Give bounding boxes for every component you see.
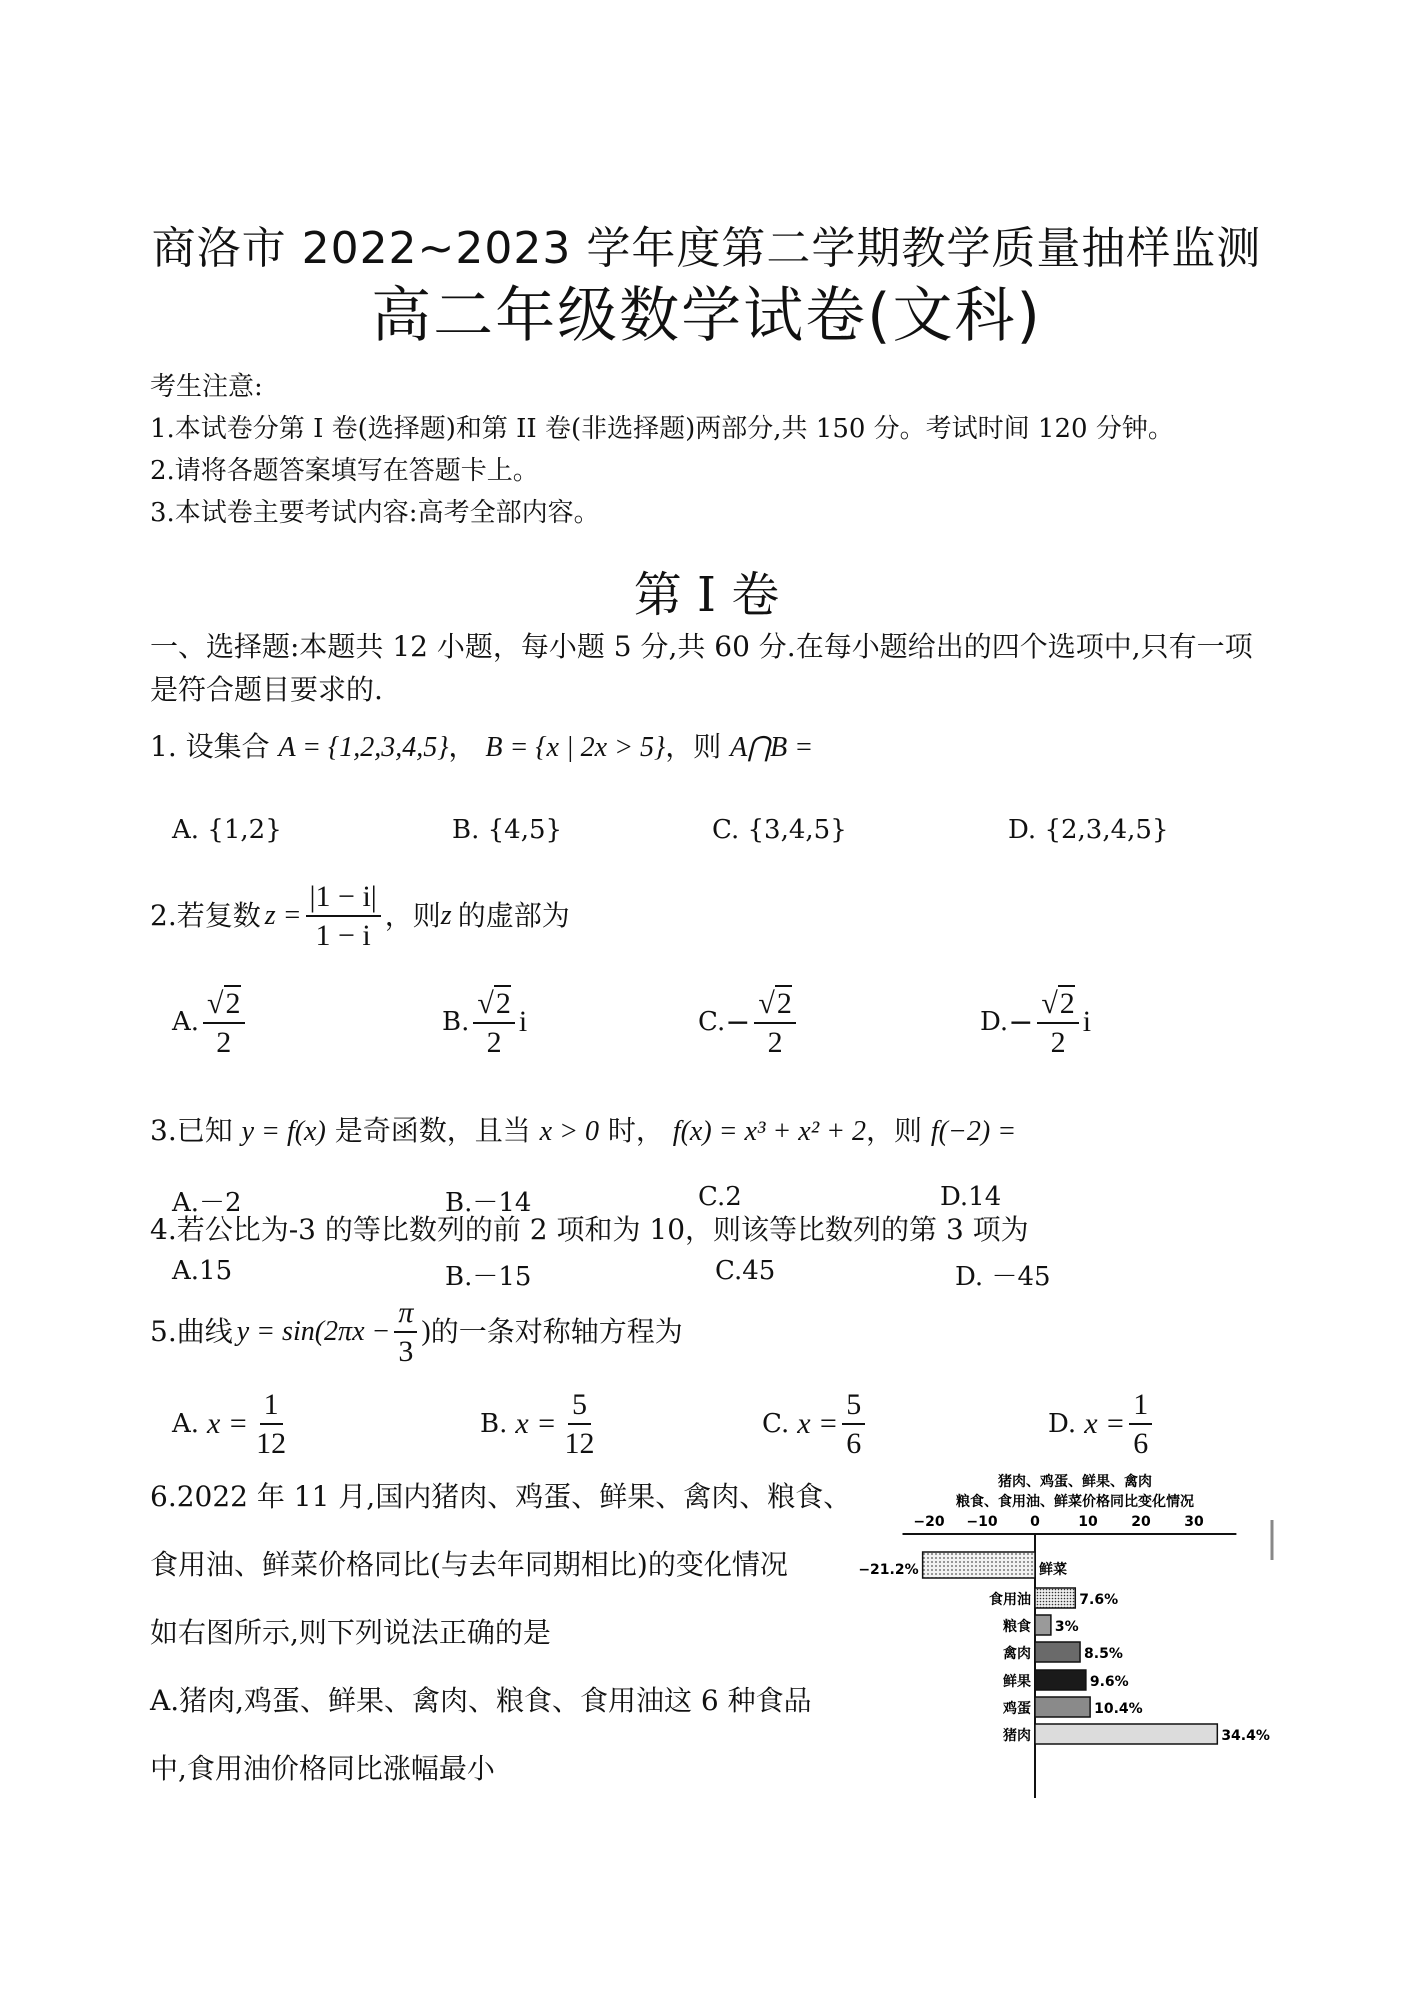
q2-option-c-num: 2 [776,987,792,1020]
q2-denominator: 1 − i [315,919,371,952]
question-3 [150,1114,1016,1149]
notice-item-1: 1.本试卷分第 I 卷(选择题)和第 II 卷(非选择题)两部分,共 150 分。考试时间 120 分钟。 [150,414,1174,444]
q5-option-a [172,1388,294,1460]
chart-bar [1035,1697,1090,1717]
q4-option-a: A.15 [172,1256,233,1286]
q3-option-c: C.2 [698,1182,742,1212]
q5-suffix: 的一条对称轴方程为 [430,1315,683,1349]
q5-lhs: y = sin(2πx − [236,1316,391,1348]
chart-category-label: 食用油 [989,1592,1031,1608]
q1-set-a: A = {1,2,3,4,5} [278,732,449,763]
q5-option-d-lhs: x = [1084,1407,1126,1440]
q5-numerator: π [394,1296,417,1333]
chart-category-label: 猪肉 [1003,1728,1031,1744]
q3-option-d: D.14 [940,1182,1002,1212]
q2-option-b: B. $\frac{√2}{2}$ i [442,987,528,1059]
q5-option-d-num: 1 [1129,1388,1152,1425]
chart-tick-label: 30 [1184,1514,1204,1530]
q5-rparen: ) [421,1316,431,1348]
notice-item-2: 2.请将各题答案填写在答题卡上。 [150,456,539,486]
chart-category-label: 鸡蛋 [1003,1701,1031,1717]
q1-option-c: C. {3,4,5} [712,815,847,845]
q2-option-a-label: A. [172,1007,200,1037]
q2-option-d-label: D. [980,1007,1009,1037]
q2-option-b-i: i [518,1005,528,1038]
q2-option-a-den: 2 [216,1026,232,1059]
q1-option-b: B. {4,5} [452,815,563,845]
q5-option-b-lhs: x = [515,1407,557,1440]
q5-option-b-label: B. [480,1409,508,1439]
q2-option-b-num: 2 [495,987,511,1020]
q4-option-c: C.45 [715,1256,776,1286]
q3-def: f(x) = x³ + x² + 2 [672,1116,866,1147]
q5-option-c-num: 5 [842,1388,865,1425]
q6-line-1: 6.2022 年 11 月,国内猪肉、鸡蛋、鲜果、禽肉、粮食、 [150,1480,852,1513]
q5-option-a-lhs: x = [207,1407,249,1440]
q2-numerator: |1 − i| [306,880,381,917]
q5-option-b-den: 12 [564,1427,595,1460]
q2-var: z [440,900,452,932]
q4-option-b: B.－15 [445,1262,532,1292]
q1-suffix: ，则 [665,730,722,763]
q3-option-a: A.－2 [172,1188,242,1218]
q2-option-c-den: 2 [767,1026,783,1059]
q1-option-a: A. {1,2} [172,815,282,845]
chart-value-label: 10.4% [1094,1701,1143,1717]
chart-category-label: 鲜果 [1003,1674,1031,1690]
question-4: 4.若公比为-3 的等比数列的前 2 项和为 10，则该等比数列的第 3 项为 [150,1213,1029,1246]
q5-option-c [762,1388,869,1460]
q2-option-d-i: i [1082,1005,1092,1038]
chart-tick-label: −20 [913,1514,945,1530]
q2-option-d-sign: − [1008,1004,1034,1040]
q2-option-d: D. − $\frac{√2}{2}$ i [980,987,1092,1059]
q5-denominator: 3 [398,1335,414,1368]
chart-value-label: 7.6% [1079,1592,1119,1608]
q2-prefix: 2.若复数 [150,899,261,933]
question-5 [150,1296,683,1368]
chart-bar [1035,1642,1080,1662]
chart-category-label: 禽肉 [1003,1646,1031,1662]
q5-option-d [1048,1388,1156,1460]
q5-option-c-label: C. [762,1409,790,1439]
chart-bar [1035,1724,1217,1744]
q5-option-d-den: 6 [1133,1427,1149,1460]
q6-line-2: 食用油、鲜菜价格同比(与去年同期相比)的变化情况 [150,1548,788,1581]
q3-mid: 是奇函数，且当 [334,1114,531,1147]
chart-category-label: 粮食 [1003,1619,1031,1635]
q2-option-a: A. $\frac{√2}{2}$ [172,985,249,1059]
exam-header-title: 商洛市 2022~2023 学年度第二学期教学质量抽样监测 [151,223,1262,274]
q3-suffix: ，则 [865,1114,922,1147]
question-2 [150,880,570,952]
q2-option-c-label: C. [698,1007,726,1037]
q2-lhs: z = [264,900,302,932]
q5-option-a-label: A. [172,1409,200,1439]
q6-line-4: A.猪肉,鸡蛋、鲜果、禽肉、粮食、食用油这 6 种食品 [150,1684,812,1717]
q5-option-c-den: 6 [846,1427,862,1460]
q5-fraction [394,1296,417,1368]
chart-value-label: −21.2% [858,1562,919,1578]
q3-mid2: 时， [607,1114,664,1147]
q3-cond: x > 0 [539,1116,599,1147]
q6-line-5: 中,食用油价格同比涨幅最小 [150,1752,495,1785]
q5-option-b [480,1388,602,1460]
q2-suffix-b: 的虚部为 [457,899,570,933]
q4-option-d: D. －45 [955,1262,1051,1292]
q2-option-d-den: 2 [1050,1026,1066,1059]
section-title: 第 I 卷 [633,567,780,623]
chart-title-line-2: 粮食、食用油、鲜菜价格同比变化情况 [956,1494,1194,1510]
chart-bar [923,1552,1035,1578]
q3-option-b: B.－14 [445,1188,532,1218]
q3-prefix: 3.已知 [150,1114,233,1147]
chart-tick-label: 0 [1030,1514,1040,1530]
price-change-bar-chart [850,1468,1280,1808]
chart-tick-label: 20 [1131,1514,1151,1530]
instructions-line-1: 一、选择题:本题共 12 小题，每小题 5 分,共 60 分.在每小题给出的四个选项中,只有一项 [150,630,1253,663]
q2-option-b-label: B. [442,1007,470,1037]
q5-option-c-lhs: x = [797,1407,839,1440]
chart-value-label: 8.5% [1084,1646,1123,1662]
q1-expr: A⋂B = [730,732,814,763]
q2-option-d-num: 2 [1059,987,1075,1020]
q5-prefix: 5.曲线 [150,1315,233,1349]
q2-option-c-sign: − [725,1004,751,1040]
q5-option-a-num: 1 [260,1388,283,1425]
q1-prefix: 1. 设集合 [150,730,270,763]
q5-option-a-den: 12 [256,1427,287,1460]
chart-title-line-1: 猪肉、鸡蛋、鲜果、禽肉 [998,1474,1152,1490]
q2-option-a-num: 2 [225,987,241,1020]
chart-tick-label: 10 [1078,1514,1098,1530]
chart-value-label: 9.6% [1089,1674,1129,1690]
chart-bar [1035,1588,1075,1608]
q1-sep: ， [448,730,477,763]
q6-line-3: 如右图所示,则下列说法正确的是 [150,1616,551,1649]
chart-category-label: 鲜菜 [1039,1562,1067,1578]
q2-fraction [306,880,381,952]
q2-suffix-a: ，则 [384,899,441,933]
chart-value-label: 34.4% [1221,1728,1270,1744]
instructions-line-2: 是符合题目要求的. [150,673,383,706]
q5-option-b-num: 5 [568,1388,591,1425]
q5-option-d-label: D. [1048,1409,1077,1439]
q2-option-b-den: 2 [486,1026,502,1059]
chart-value-label: 3% [1054,1619,1079,1635]
chart-tick-label: −10 [966,1514,998,1530]
exam-subject-title: 高二年级数学试卷(文科) [371,281,1042,351]
notice-item-3: 3.本试卷主要考试内容:高考全部内容。 [150,498,600,528]
question-1 [150,730,813,765]
chart-bar [1035,1615,1051,1635]
q2-option-c: C. − $\frac{√2}{2}$ [698,985,800,1059]
chart-bar [1035,1670,1086,1690]
q1-option-d: D. {2,3,4,5} [1008,815,1169,845]
notice-heading: 考生注意: [150,372,263,402]
q1-set-b: B = {x | 2x > 5} [485,732,666,763]
q3-fn: y = f(x) [241,1116,326,1147]
q3-ask: f(−2) = [930,1116,1017,1147]
